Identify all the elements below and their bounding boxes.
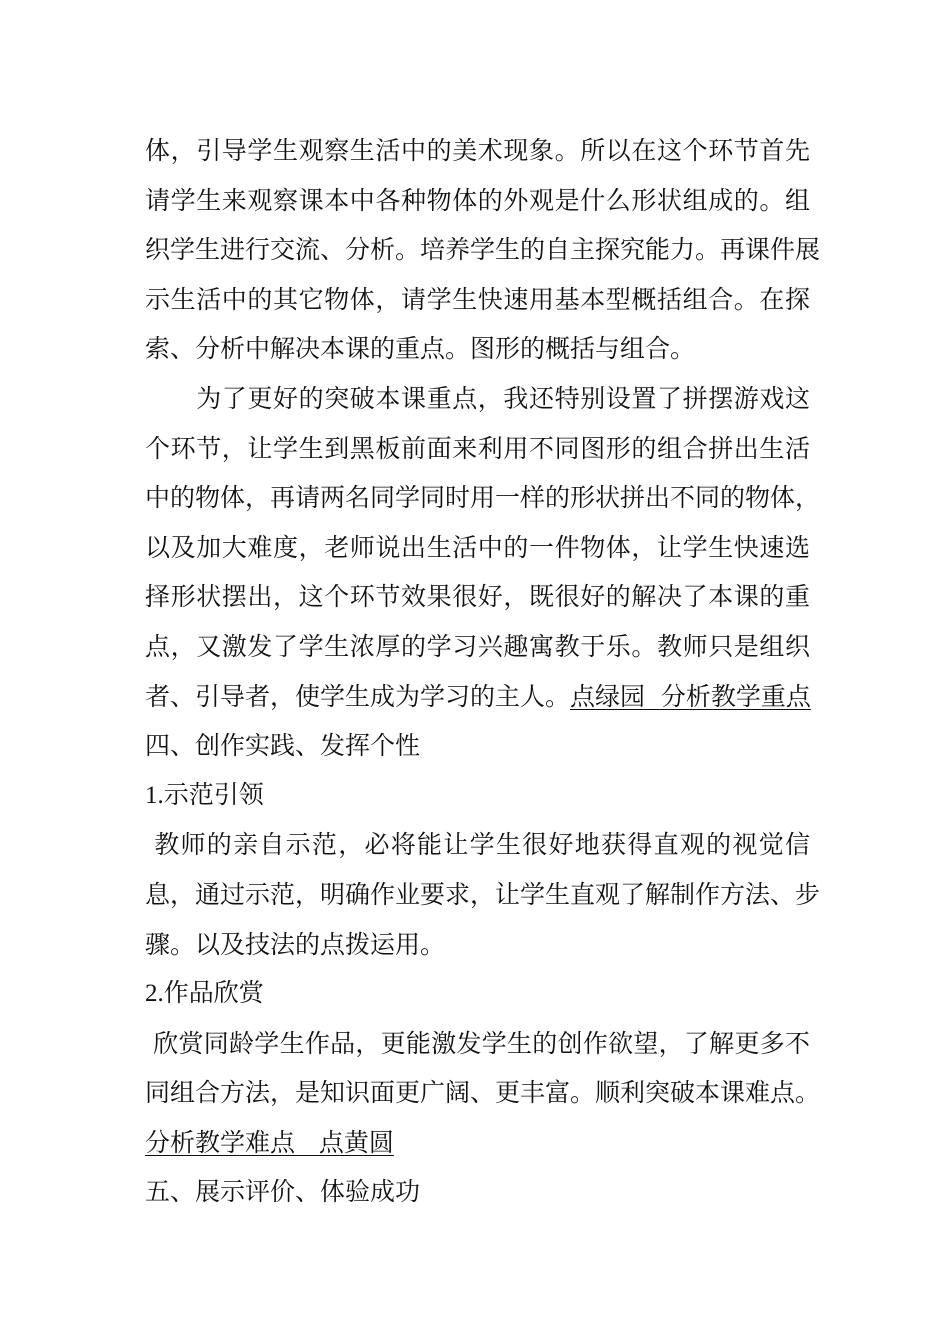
paragraph-line: 息，通过示范，明确作业要求，让学生直观了解制作方法、步: [145, 879, 821, 909]
document-body: [145, 126, 821, 1217]
annotation-line: [145, 1118, 810, 1168]
paragraph-line: 择形状摆出，这个环节效果很好，既很好的解决了本课的重: [145, 582, 810, 612]
paragraph-line: 以及加大难度，老师说出生活中的一件物体，让学生快速选: [145, 532, 810, 562]
subheading-2: 2.作品欣赏: [145, 980, 264, 1008]
subheading-1: 1.示范引领: [145, 781, 264, 809]
paragraph-line: 织学生进行交流、分析。培养学生的自主探究能力。再课件展: [145, 235, 821, 265]
paragraph-line: 示生活中的其它物体，请学生快速用基本型概括组合。在探: [145, 284, 810, 314]
paragraph-line-with-link: [145, 672, 810, 722]
paragraph-line: 中的物体，再请两名同学同时用一样的形状拼出不同的物体，: [145, 483, 821, 513]
paragraph-text: 者、引导者，使学生成为学习的主人。: [145, 681, 571, 711]
section-heading-5: 五、展示评价、体验成功: [145, 1177, 421, 1207]
paragraph-line: 索、分析中解决本课的重点。图形的概括与组合。: [145, 334, 696, 364]
paragraph-line: 教师的亲自示范，必将能让学生很好地获得直观的视觉信: [145, 830, 810, 860]
paragraph-line: 骤。以及技法的点拨运用。: [145, 929, 446, 959]
underlined-annotation: 点绿园 分析教学重点: [570, 681, 811, 711]
paragraph-line: 请学生来观察课本中各种物体的外观是什么形状组成的。组: [145, 185, 810, 215]
paragraph-line: 欣赏同龄学生作品，更能激发学生的创作欲望，了解更多不: [145, 1028, 810, 1058]
underlined-annotation: 分析教学难点 点黄圆: [145, 1127, 394, 1157]
section-heading-4: 四、创作实践、发挥个性: [145, 731, 421, 761]
paragraph-line: 同组合方法，是知识面更广阔、更丰富。顺利突破本课难点。: [145, 1078, 821, 1108]
paragraph-line: 体，引导学生观察生活中的美术现象。所以在这个环节首先: [145, 136, 810, 165]
paragraph-line: 点，又激发了学生浓厚的学习兴趣寓教于乐。教师只是组织: [145, 631, 810, 661]
paragraph-line: 个环节，让学生到黑板前面来利用不同图形的组合拼出生活: [145, 433, 810, 463]
paragraph-line: 为了更好的突破本课重点，我还特别设置了拼摆游戏这: [145, 383, 810, 413]
